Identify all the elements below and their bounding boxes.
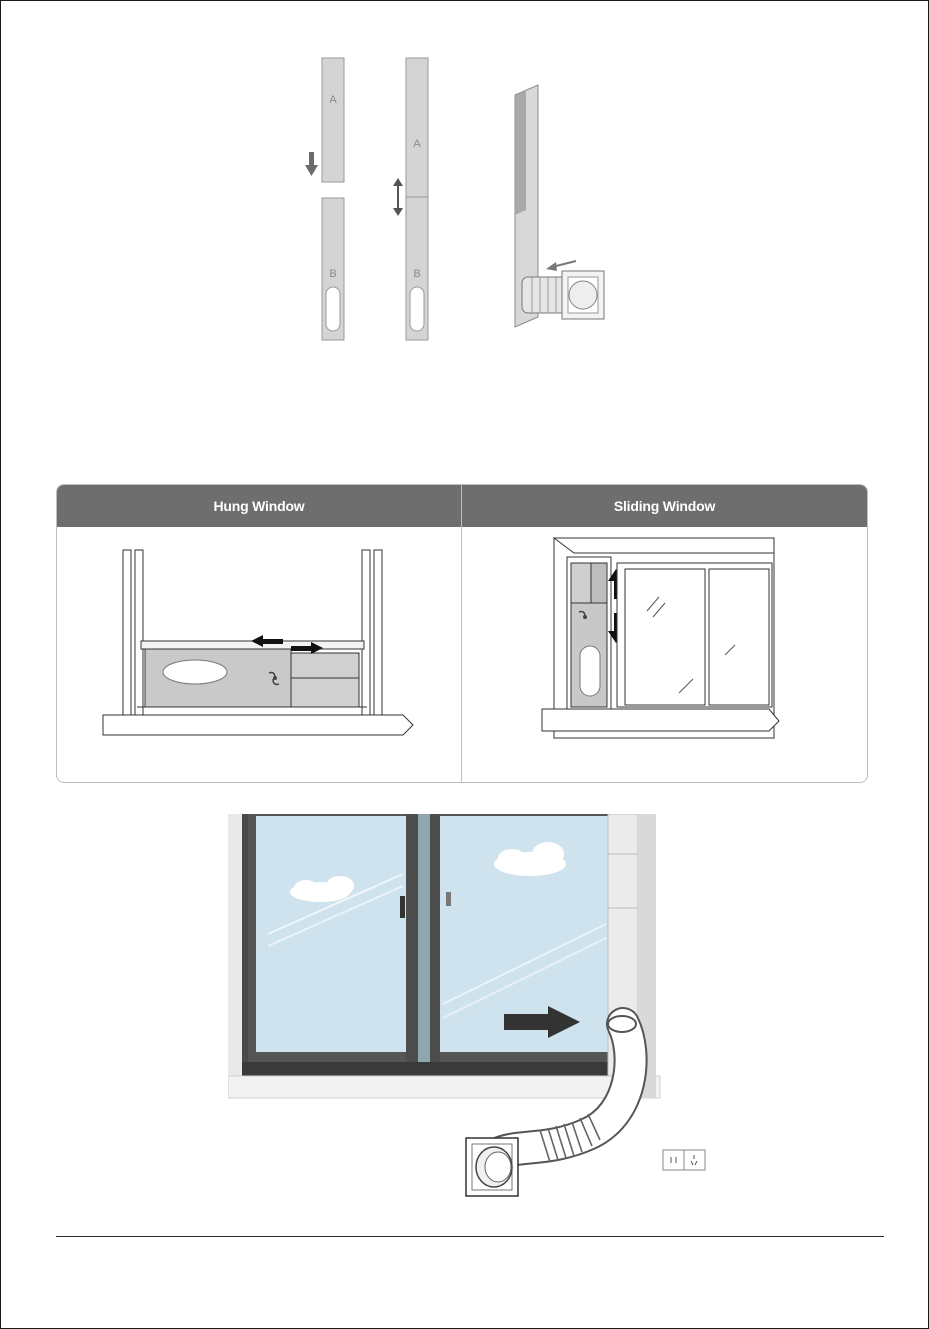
arrow-down-icon — [305, 152, 318, 176]
sliding-window-illustration — [537, 533, 787, 773]
panel-divider — [461, 485, 462, 782]
footer-rule — [56, 1236, 884, 1237]
hung-window-title: Hung Window — [213, 498, 305, 514]
hung-window-sill — [103, 715, 413, 735]
double-arrow-icon — [393, 178, 403, 216]
window-slide-kit-figure — [300, 55, 620, 350]
sliding-window-title: Sliding Window — [613, 498, 716, 514]
slide-bar-a — [322, 58, 344, 182]
window-adapter — [466, 1138, 518, 1196]
hung-window-illustration — [97, 545, 427, 765]
hung-vent-hole — [163, 660, 227, 684]
segment-b-label-2: B — [413, 268, 421, 280]
sliding-window-sill — [542, 709, 779, 731]
vent-hole-2 — [410, 287, 424, 331]
arrow-left-icon — [546, 261, 576, 271]
sliding-vent-hole — [580, 646, 600, 696]
exhaust-hose-installation-figure — [228, 814, 718, 1214]
window-glass-left — [256, 816, 406, 1052]
window-type-panel — [56, 484, 868, 783]
vent-hole — [326, 287, 340, 331]
segment-b-label: B — [329, 268, 337, 280]
plug-icon — [663, 1150, 705, 1170]
segment-a-label-2: A — [413, 138, 421, 150]
segment-a-label: A — [329, 94, 337, 106]
exhaust-adapter — [522, 271, 604, 319]
